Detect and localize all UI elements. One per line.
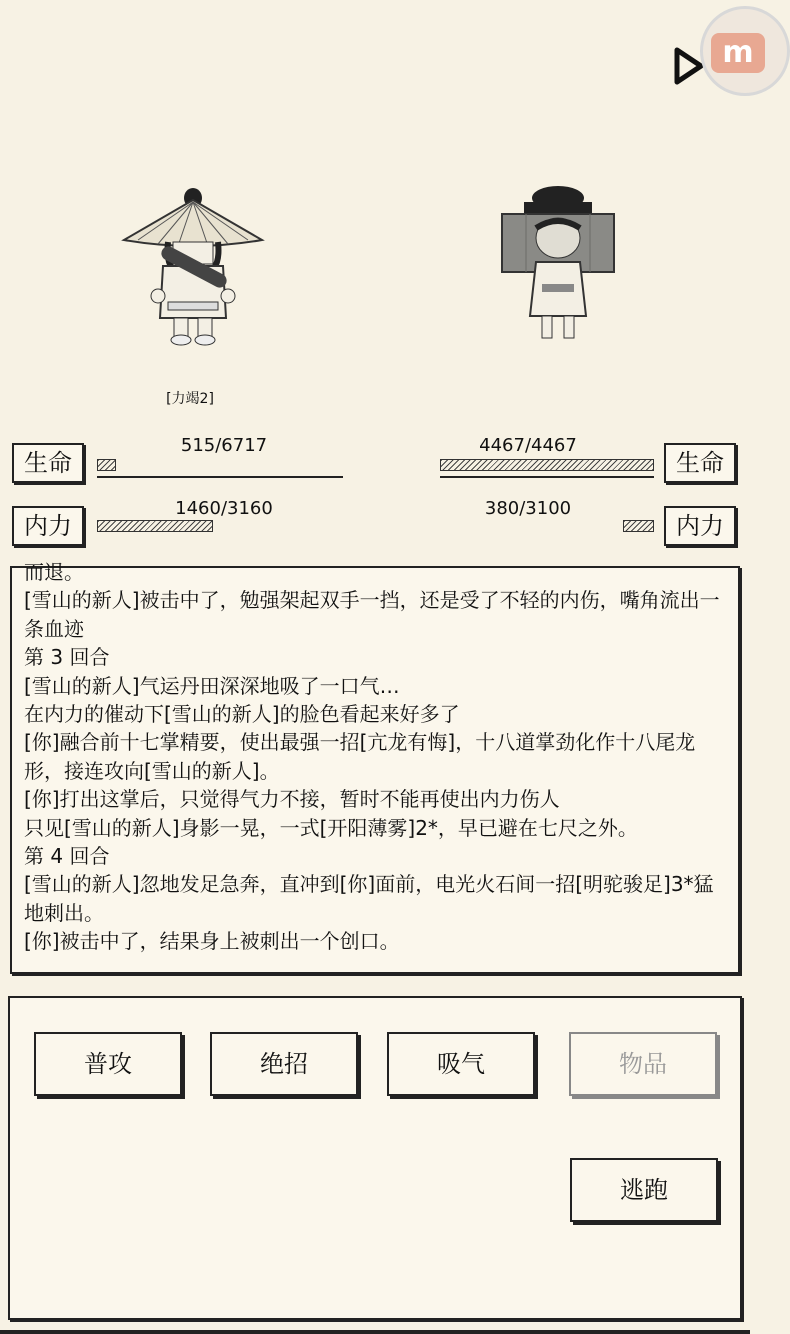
enemy-character	[496, 184, 620, 344]
log-line: [雪山的新人]气运丹田深深地吸了一口气…	[24, 673, 400, 698]
flee-button[interactable]: 逃跑	[570, 1158, 718, 1222]
log-line: 第 3 回合	[24, 645, 110, 670]
player-mp-label: 内力	[12, 506, 84, 546]
log-line: 只见[雪山的新人]身影一晃，一式[开阳薄雾]2*，早已避在七尺之外。	[24, 815, 638, 840]
items-button[interactable]: 物品	[569, 1032, 717, 1096]
log-line: [雪山的新人]被击中了，勉强架起双手一挡，还是受了不轻的内伤，嘴角流出一条血迹	[24, 588, 720, 641]
log-line: [你]打出这掌后，只觉得气力不接，暂时不能再使出内力伤人	[24, 787, 560, 812]
enemy-mp-value: 380/3100	[484, 498, 572, 519]
enemy-hp-label: 生命	[664, 443, 736, 483]
log-line: 在内力的催动下[雪山的新人]的脸色看起来好多了	[24, 702, 460, 727]
player-mp-bar	[97, 520, 213, 532]
ultimate-button[interactable]: 绝招	[210, 1032, 358, 1096]
enemy-hp-bar	[440, 459, 654, 471]
breathe-button[interactable]: 吸气	[387, 1032, 535, 1096]
log-line: 第 4 回合	[24, 844, 110, 869]
enemy-mp-label: 内力	[664, 506, 736, 546]
player-hp-bar	[97, 459, 116, 471]
record-button[interactable]	[700, 6, 790, 96]
player-character	[118, 180, 268, 350]
log-line: [你]融合前十七掌精要，使出最强一招[亢龙有悔]，十八道掌劲化作十八尾龙形，接连攻向[雪山的新人]。	[24, 730, 696, 783]
battle-log[interactable]	[10, 560, 740, 974]
player-status-tag: [力竭2]	[166, 391, 214, 407]
player-mp-value: 1460/3160	[175, 498, 273, 519]
record-icon: m	[711, 33, 765, 73]
enemy-hp-track	[440, 476, 654, 478]
enemy-mp-bar	[623, 520, 654, 532]
enemy-hp-value: 4467/4467	[479, 435, 577, 456]
battle-log-content	[24, 558, 724, 956]
log-line: 而退。	[24, 560, 84, 584]
player-hp-label: 生命	[12, 443, 84, 483]
log-line: [雪山的新人]忽地发足急奔，直冲到[你]面前，电光火石间一招[明驼骏足]3*猛地刺出。	[24, 872, 714, 925]
player-hp-value: 515/6717	[180, 435, 268, 456]
log-line: [你]被击中了，结果身上被刺出一个创口。	[24, 929, 400, 954]
player-hp-track	[97, 476, 343, 478]
normal-attack-button[interactable]: 普攻	[34, 1032, 182, 1096]
bottom-divider	[0, 1330, 750, 1334]
